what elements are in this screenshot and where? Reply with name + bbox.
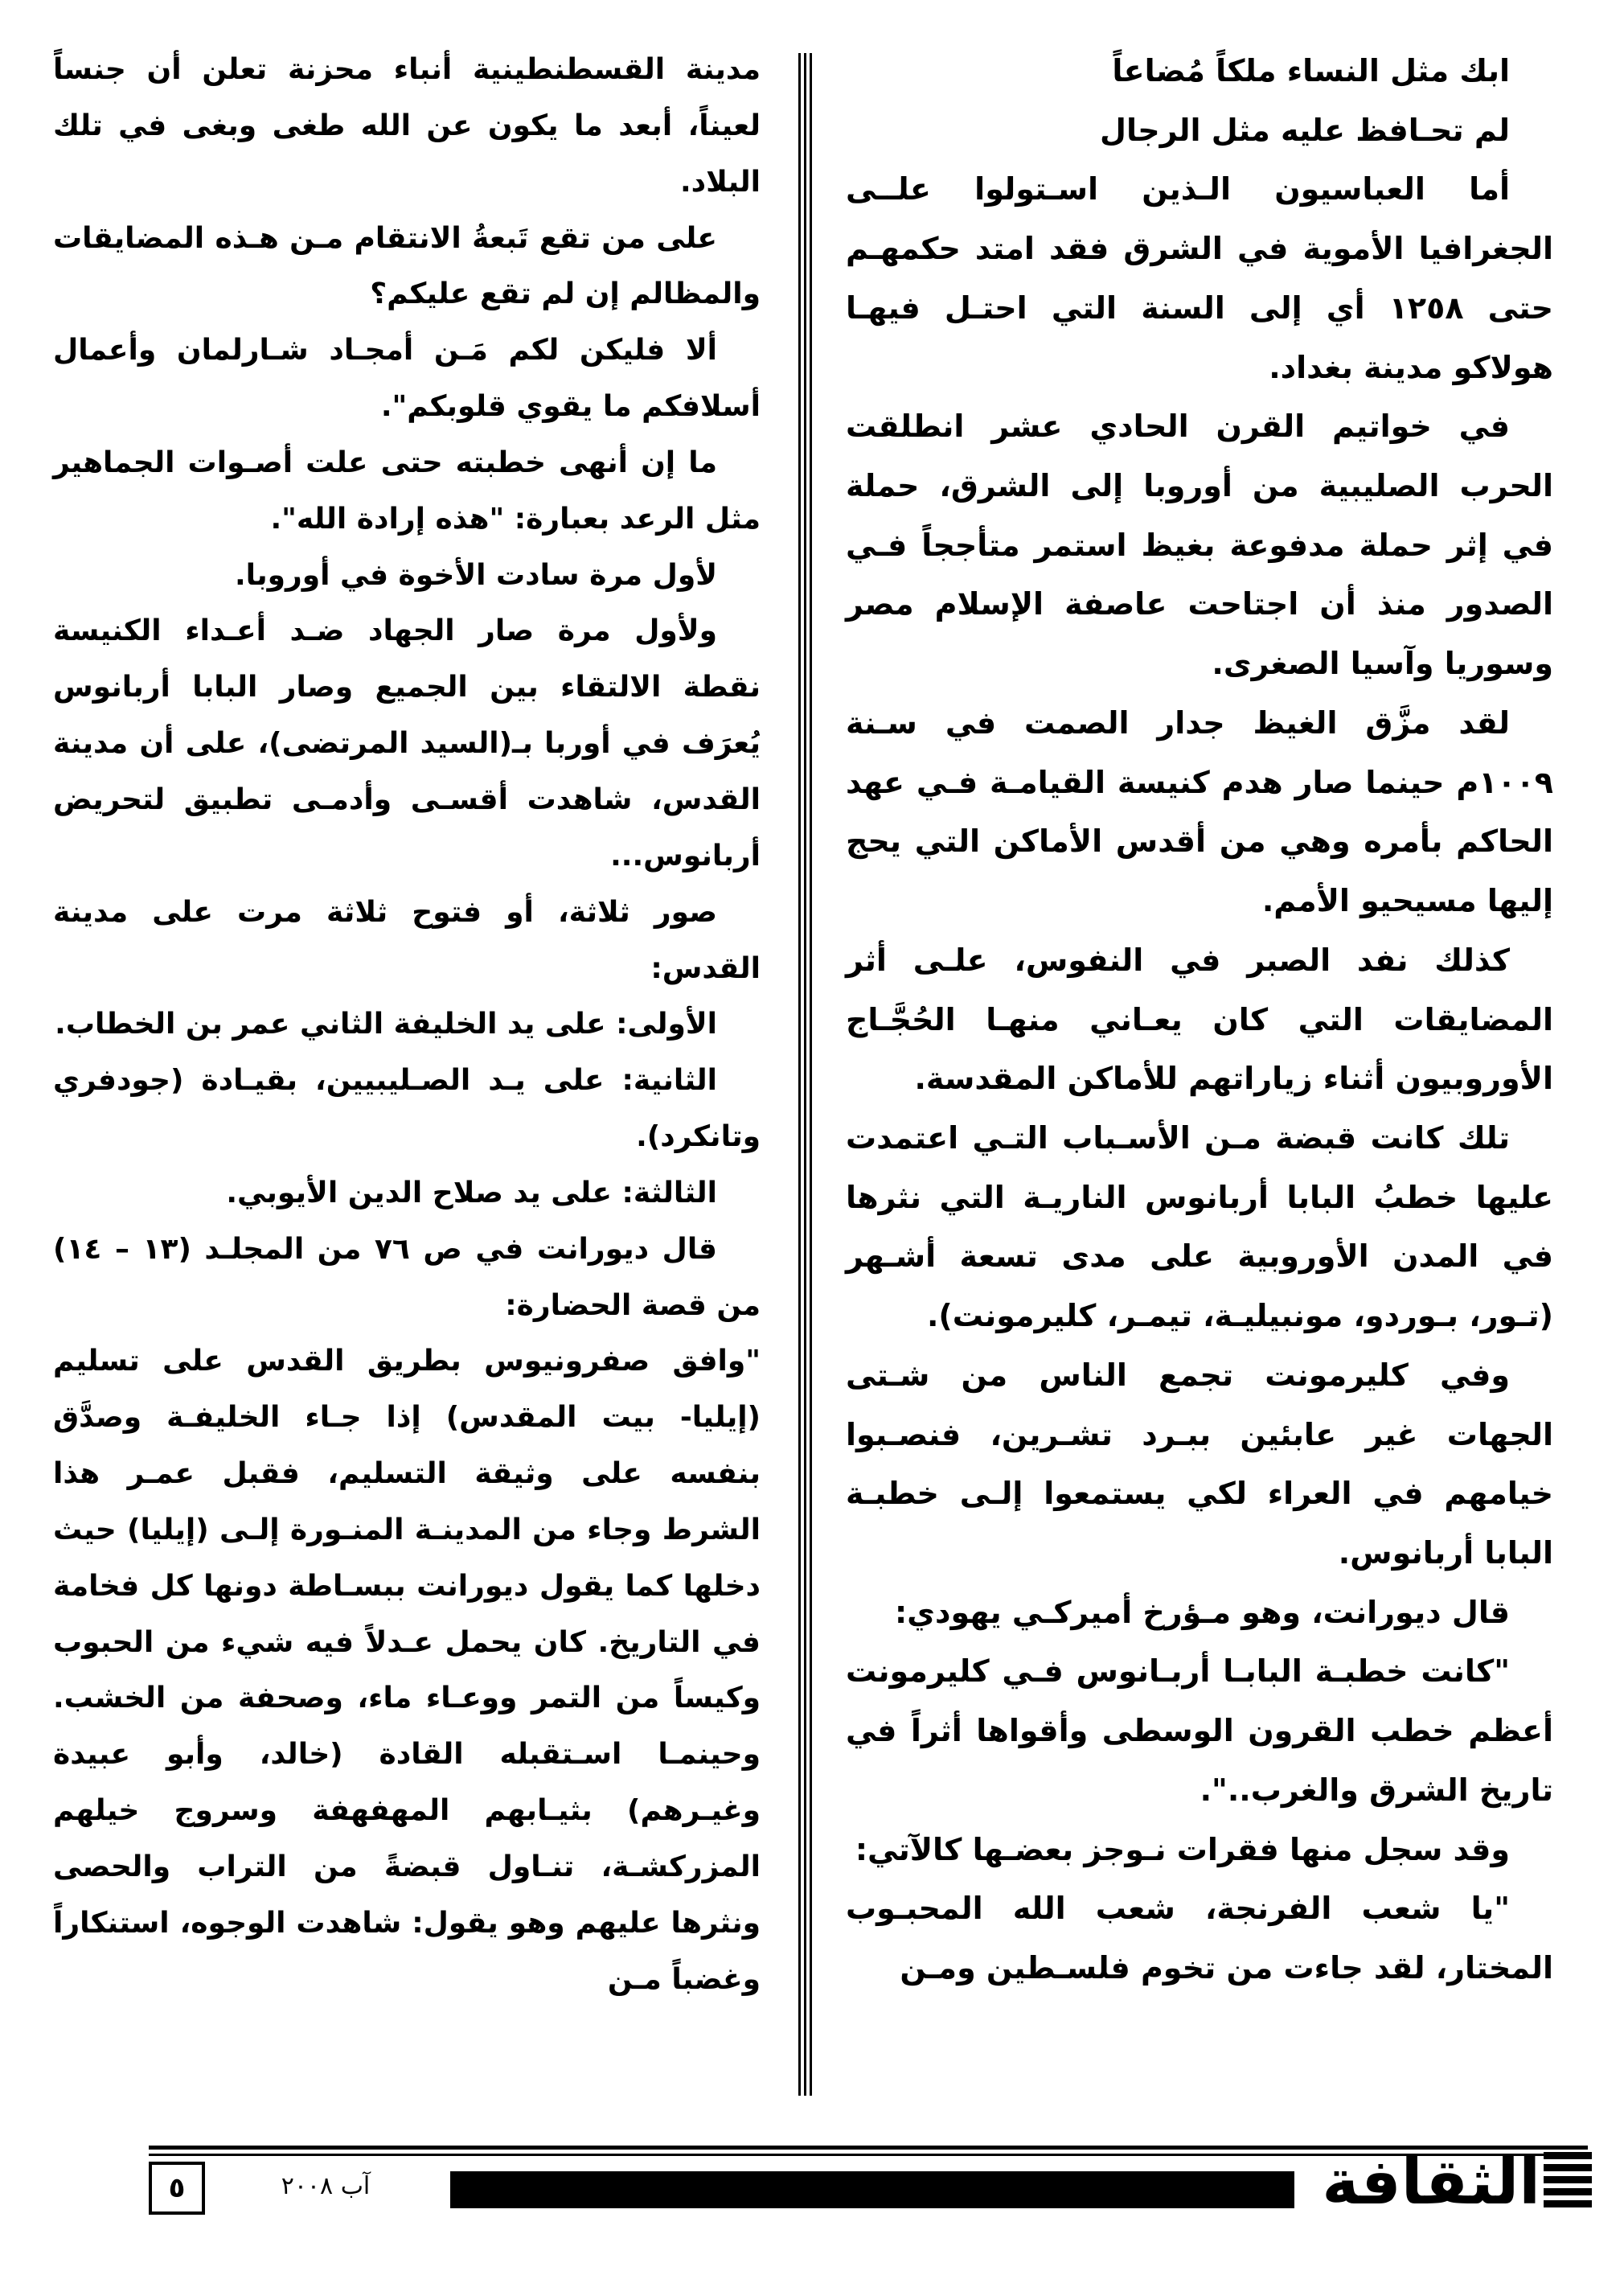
paragraph: لم تحـافظ عليه مثل الرجال xyxy=(1099,112,1510,148)
paragraph: ما إن أنهى خطبته حتى علت أصـوات الجماهير مثل الرعد بعبارة: "هذه إرادة الله". xyxy=(53,446,761,536)
paragraph: كذلك نفد الصبر في النفوس، علـى أثر المضايقات التي كان يعـاني منهـا الحُجَّـاج الأوروبيون أثناء زياراتهم للأماكن المقدسة. xyxy=(846,942,1553,1097)
paragraph: "يا شعب الفرنجة، شعب الله المحبـوب المختار، لقد جاءت من تخوم فلسـطين ومـن xyxy=(846,1891,1553,1986)
column-divider xyxy=(810,53,812,2096)
paragraph: ابك مثل النساء ملكاً مُضاعاً xyxy=(1112,53,1510,88)
left-column xyxy=(53,42,761,2008)
paragraph: صور ثلاثة، أو فتوح ثلاثة مرت على مدينة القدس: xyxy=(53,895,761,985)
paragraph: ألا فليكن لكم مَـن أمجـاد شـارلمان وأعمال أسلافكم ما يقوي قلوبكم". xyxy=(53,334,761,424)
page-number: ٥ xyxy=(149,2162,205,2215)
paragraph: مدينة القسطنطينية أنباء محزنة تعلن أن جنساً لعيناً، أبعد ما يكون عن الله طغى وبغى في تلك البلاد. xyxy=(53,53,761,199)
magazine-name: الثقافة xyxy=(1322,2146,1540,2219)
paragraph: في خواتيم القرن الحادي عشر انطلقت الحرب الصليبية من أوروبا إلى الشرق، حملة في إثر حملة مدفوعة بغيظ استمر متأججاً فـي الصدور منذ أن اجتاحت عاصفة الإسلام مصر وسوريا وآسيا الصغرى. xyxy=(846,409,1553,682)
paragraph: الثانية: على يـد الصـليبيين، بقيـادة (جودفري وتانكرد). xyxy=(53,1064,761,1154)
paragraph: لقد مزَّق الغيظ جدار الصمت في سـنة ١٠٠٩م حينما صار هدم كنيسة القيامـة فـي عهد الحاكم بأمره وهي من أقدس الأماكن التي يحج إليها مسيحيو الأمم. xyxy=(846,704,1553,919)
magazine-logo xyxy=(1302,2142,1592,2223)
issue-date: آب ٢٠٠٨ xyxy=(281,2172,371,2200)
paragraph: تلك كانت قبضة مـن الأسـباب التـي اعتمدت عليها خطبُ البابا أربانوس الناريـة التي نثرها في المدن الأوروبية على مدى تسعة أشـهر (تـور، بـوردو، مونبيليـة، تيمـر، كليرمونت). xyxy=(846,1119,1553,1334)
paragraph: وقد سجل منها فقرات نـوجز بعضـها كالآتي: xyxy=(855,1831,1510,1867)
paragraph: أما العباسيون الـذين اسـتولوا علــى الجغرافيا الأموية في الشرق فقد امتد حكمهـم حتى ١٢٥٨ أي إلى السنة التي احتـل فيهـا هولاكو مدينة بغداد. xyxy=(846,171,1553,385)
paragraph: الأولى: على يد الخليفة الثاني عمر بن الخطاب. xyxy=(55,1008,717,1041)
column-divider xyxy=(804,53,806,2096)
paragraph: لأول مرة سادت الأخوة في أوروبا. xyxy=(234,558,717,592)
paragraph: "كانت خطبـة البابـا أربـانوس فـي كليرمونت أعظم خطب القرون الوسطى وأقواها أثراً في تاريخ الشرق والغرب..". xyxy=(846,1653,1553,1808)
paragraph: الثالثة: على يد صلاح الدين الأيوبي. xyxy=(226,1176,717,1209)
paragraph: ولأول مرة صار الجهاد ضـد أعـداء الكنيسة نقطة الالتقاء بين الجميع وصار البابا أربانوس يُعرَف في أوربا بـ(السيد المرتضى)، على أن مدينة القدس، شاهدت أقسـى وأدمـى تطبيق لتحريض أربانوس... xyxy=(53,614,761,873)
footer-bar xyxy=(450,2171,1294,2208)
paragraph: قال ديورانت في ص ٧٦ من المجلـد (١٣ – ١٤) من قصة الحضارة: xyxy=(53,1232,761,1322)
paragraph: على من تقع تَبعةُ الانتقام مـن هـذه المضايقات والمظالم إن لم تقع عليكم؟ xyxy=(53,221,761,311)
paragraph: "وافق صفرونيوس بطريق القدس على تسليم (إيليا- بيت المقدس) إذا جـاء الخليفـة وصدَّق بنفسه على وثيقة التسليم، فقبل عمـر هذا الشرط وجاء من المدينـة المنـورة إلـى (إيليا) حيث دخلها كما يقول ديورانت ببسـاطة دونها كل فخامة في التاريخ. كان يحمل عـدلاً فيه شيء من الحبوب وكيساً من التمر ووعـاء ماء، وصحفة من الخشب. وحينمـا اسـتقبله القادة (خالد، وأبو عبيدة وغيـرهم) بثيـابهم المهفهفة وسروج خيلهم المزركشـة، تنـاول قبضةً من التراب والحصى ونثرها عليهم وهو يقول: شاهدت الوجوه، استنكاراً وغضباً مـن xyxy=(53,1345,761,1996)
paragraph: وفي كليرمونت تجمع الناس من شـتى الجهات غير عابئين ببـرد تشـرين، فنصـبوا خيامهم في العراء لكي يستمعوا إلـى خطبـة البابا أربانوس. xyxy=(846,1357,1553,1571)
column-divider xyxy=(798,53,801,2096)
logo-stripes-icon xyxy=(1544,2152,1592,2213)
right-column xyxy=(846,42,1553,1998)
paragraph: قال ديورانت، وهو مـؤرخ أميركـي يهودي: xyxy=(894,1594,1510,1630)
